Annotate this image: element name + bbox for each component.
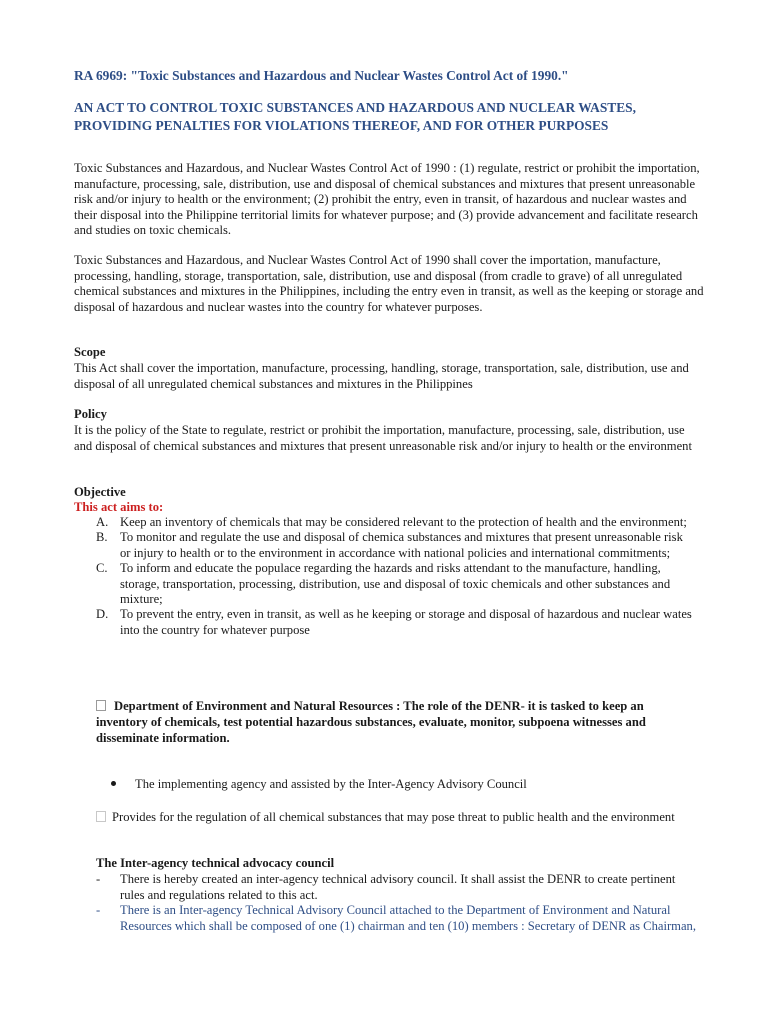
objective-subheading: This act aims to:	[74, 500, 164, 514]
dash-marker: -	[96, 872, 101, 886]
list-item	[96, 515, 696, 530]
list-item-text: To monitor and regulate the use and disposal of chemica substances and mixtures that present unreasonable risk or injury to health or to the environment in accordance with national policies and international commitments;	[120, 530, 683, 560]
list-item	[96, 561, 696, 607]
list-item-text: To prevent the entry, even in transit, as well as he keeping or storage and disposal of hazardous and nuclear wates into the country for whatever purpose	[120, 607, 692, 637]
list-marker: D.	[96, 607, 109, 622]
scope-text: This Act shall cover the importation, manufacture, processing, handling, storage, transportation, sale, distribution, use and disposal of all unregulated chemical substances and mixtures in the Philippines	[74, 361, 689, 391]
denr-text: Department of Environment and Natural Resources : The role of the DENR- it is tasked to keep an inventory of chemicals, test potential hazardous substances, evaluate, monitor, subpoena witnesses and disseminate information.	[96, 699, 646, 745]
intro-paragraph-1: Toxic Substances and Hazardous, and Nuclear Wastes Control Act of 1990 : (1) regulate, restrict or prohibit the importation, manufacture, processing, sale, distribution, use and disposal of chemical substances and mixtures that present unreasonable risk and/or injury to health or the environment; (2) prohibit the entry, even in transit, of hazardous and nuclear wastes and their disposal into the Philippine territorial limits for whatever purpose; and (3) provide advancement and facilitate research and studies on toxic chemicals.	[74, 161, 700, 238]
objective-list	[96, 515, 696, 638]
list-item	[96, 872, 696, 903]
list-item-text: Keep an inventory of chemicals that may be considered relevant to the protection of health and the environment;	[120, 515, 687, 529]
list-marker: C.	[96, 561, 108, 576]
policy-heading: Policy	[74, 407, 107, 421]
checkbox-glyph-icon	[96, 700, 106, 711]
provides-text: Provides for the regulation of all chemical substances that may pose threat to public health and the environment	[112, 810, 675, 824]
council-heading: The Inter-agency technical advocacy council	[96, 856, 335, 870]
list-item-text: To inform and educate the populace regarding the hazards and risks attendant to the manufacture, handling, storage, transportation, processing, distribution, use and disposal of toxic chemicals and other substances and mixture;	[120, 561, 671, 607]
dash-marker: -	[96, 903, 101, 918]
intro-paragraph-2: Toxic Substances and Hazardous, and Nuclear Wastes Control Act of 1990 shall cover the importation, manufacture, processing, handling, storage, transportation, sale, distribution, use and disposal (from cradle to grave) of all unregulated chemical substances and mixtures in the Philippines, including the entry even in transit, as well as the keeping or storage and disposal of hazardous and nuclear wastes into the country for whatever purposes.	[74, 253, 704, 314]
doc-title: RA 6969: "Toxic Substances and Hazardous and Nuclear Wastes Control Act of 1990."	[74, 68, 569, 83]
list-marker: A.	[96, 515, 109, 529]
bullet-item	[96, 777, 696, 793]
objective-heading: Objective	[74, 485, 126, 499]
council-list	[96, 872, 696, 934]
bullet-text: The implementing agency and assisted by the Inter-Agency Advisory Council	[135, 777, 527, 791]
list-item-text: There is an Inter-agency Technical Advisory Council attached to the Department of Environment and Natural Resources which shall be composed of one (1) chairman and ten (10) members : Secretary of DENR as Chairman,	[120, 903, 696, 933]
scope-heading: Scope	[74, 345, 106, 359]
list-item	[96, 903, 696, 934]
provides-paragraph	[96, 810, 701, 826]
checkbox-glyph-icon	[96, 811, 106, 822]
bullet-dot-icon	[111, 781, 116, 786]
denr-section	[96, 698, 696, 746]
doc-subtitle: AN ACT TO CONTROL TOXIC SUBSTANCES AND HAZARDOUS AND NUCLEAR WASTES, PROVIDING PENALTIES FOR VIOLATIONS THEREOF, AND FOR OTHER PURPOSES	[74, 100, 636, 133]
list-item	[96, 607, 696, 638]
list-marker: B.	[96, 530, 108, 545]
policy-text: It is the policy of the State to regulate, restrict or prohibit the importation, manufacture, processing, sale, distribution, use and disposal of chemical substances and mixtures that present unreasonable risk and/or injury to health or the environment	[74, 423, 692, 453]
list-item-text: There is hereby created an inter-agency technical advisory council. It shall assist the DENR to create pertinent rules and regulations related to this act.	[120, 872, 676, 902]
list-item	[96, 530, 696, 561]
